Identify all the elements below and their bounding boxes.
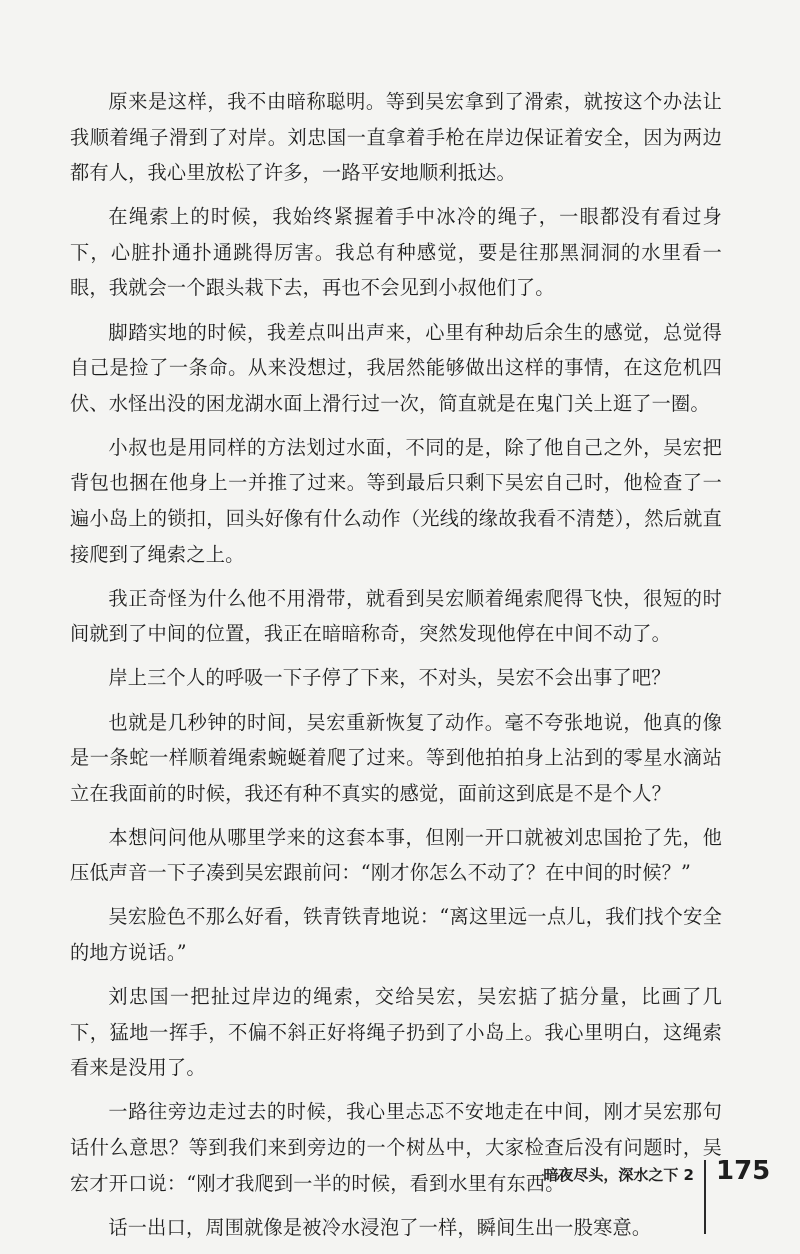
paragraph-12: 话一出口，周围就像是被冷水浸泡了一样，瞬间生出一股寒意。 xyxy=(108,1215,652,1239)
running-title: 暗夜尽头，深水之下 2 xyxy=(543,1166,694,1184)
paragraph-6: 岸上三个人的呼吸一下子停了下来，不对头，吴宏不会出事了吧？ xyxy=(108,666,671,690)
body-text xyxy=(70,84,722,1254)
page-number: 175 xyxy=(716,1156,771,1186)
footer-divider xyxy=(704,1160,706,1234)
paragraph-1: 原来是这样，我不由暗称聪明。等到吴宏拿到了滑索，就按这个办法让我顺着绳子滑到了对岸。刘忠国一直拿着手枪在岸边保证着安全，因为两边都有人，我心里放松了许多，一路平安地顺利抵达。 xyxy=(70,90,722,185)
paragraph-10: 刘忠国一把扯过岸边的绳索，交给吴宏，吴宏掂了掂分量，比画了几下，猛地一挥手，不偏不斜正好将绳子扔到了小岛上。我心里明白，这绳索看来是没用了。 xyxy=(70,985,722,1080)
paragraph-2: 在绳索上的时候，我始终紧握着手中冰冷的绳子，一眼都没有看过身下，心脏扑通扑通跳得厉害。我总有种感觉，要是往那黑洞洞的水里看一眼，我就会一个跟头栽下去，再也不会见到小叔他们了。 xyxy=(70,205,722,300)
paragraph-11: 一路往旁边走过去的时候，我心里忐忑不安地走在中间，刚才吴宏那句话什么意思？等到我们来到旁边的一个树丛中，大家检查后没有问题时，吴宏才开口说：“刚才我爬到一半的时候，看到水里有东西。” xyxy=(70,1100,722,1195)
paragraph-7: 也就是几秒钟的时间，吴宏重新恢复了动作。毫不夸张地说，他真的像是一条蛇一样顺着绳索蜿蜒着爬了过来。等到他拍拍身上沾到的零星水滴站立在我面前的时候，我还有种不真实的感觉，面前这到底是不是个人？ xyxy=(70,710,722,805)
page-footer xyxy=(0,1156,800,1220)
paragraph-5: 我正奇怪为什么他不用滑带，就看到吴宏顺着绳索爬得飞快，很短的时间就到了中间的位置，我正在暗暗称奇，突然发现他停在中间不动了。 xyxy=(70,586,722,646)
paragraph-9: 吴宏脸色不那么好看，铁青铁青地说：“离这里远一点儿，我们找个安全的地方说话。” xyxy=(70,905,722,965)
paragraph-4: 小叔也是用同样的方法划过水面，不同的是，除了他自己之外，吴宏把背包也捆在他身上一并推了过来。等到最后只剩下吴宏自己时，他检查了一遍小岛上的锁扣，回头好像有什么动作（光线的缘故我看不清楚），然后就直接爬到了绳索之上。 xyxy=(70,435,722,566)
paragraph-3: 脚踏实地的时候，我差点叫出声来，心里有种劫后余生的感觉，总觉得自己是捡了一条命。从来没想过，我居然能够做出这样的事情，在这危机四伏、水怪出没的困龙湖水面上滑行过一次，简直就是在鬼门关上逛了一圈。 xyxy=(70,320,722,415)
paragraph-8: 本想问问他从哪里学来的这套本事，但刚一开口就被刘忠国抢了先，他压低声音一下子凑到吴宏跟前问：“刚才你怎么不动了？在中间的时候？” xyxy=(70,825,722,885)
